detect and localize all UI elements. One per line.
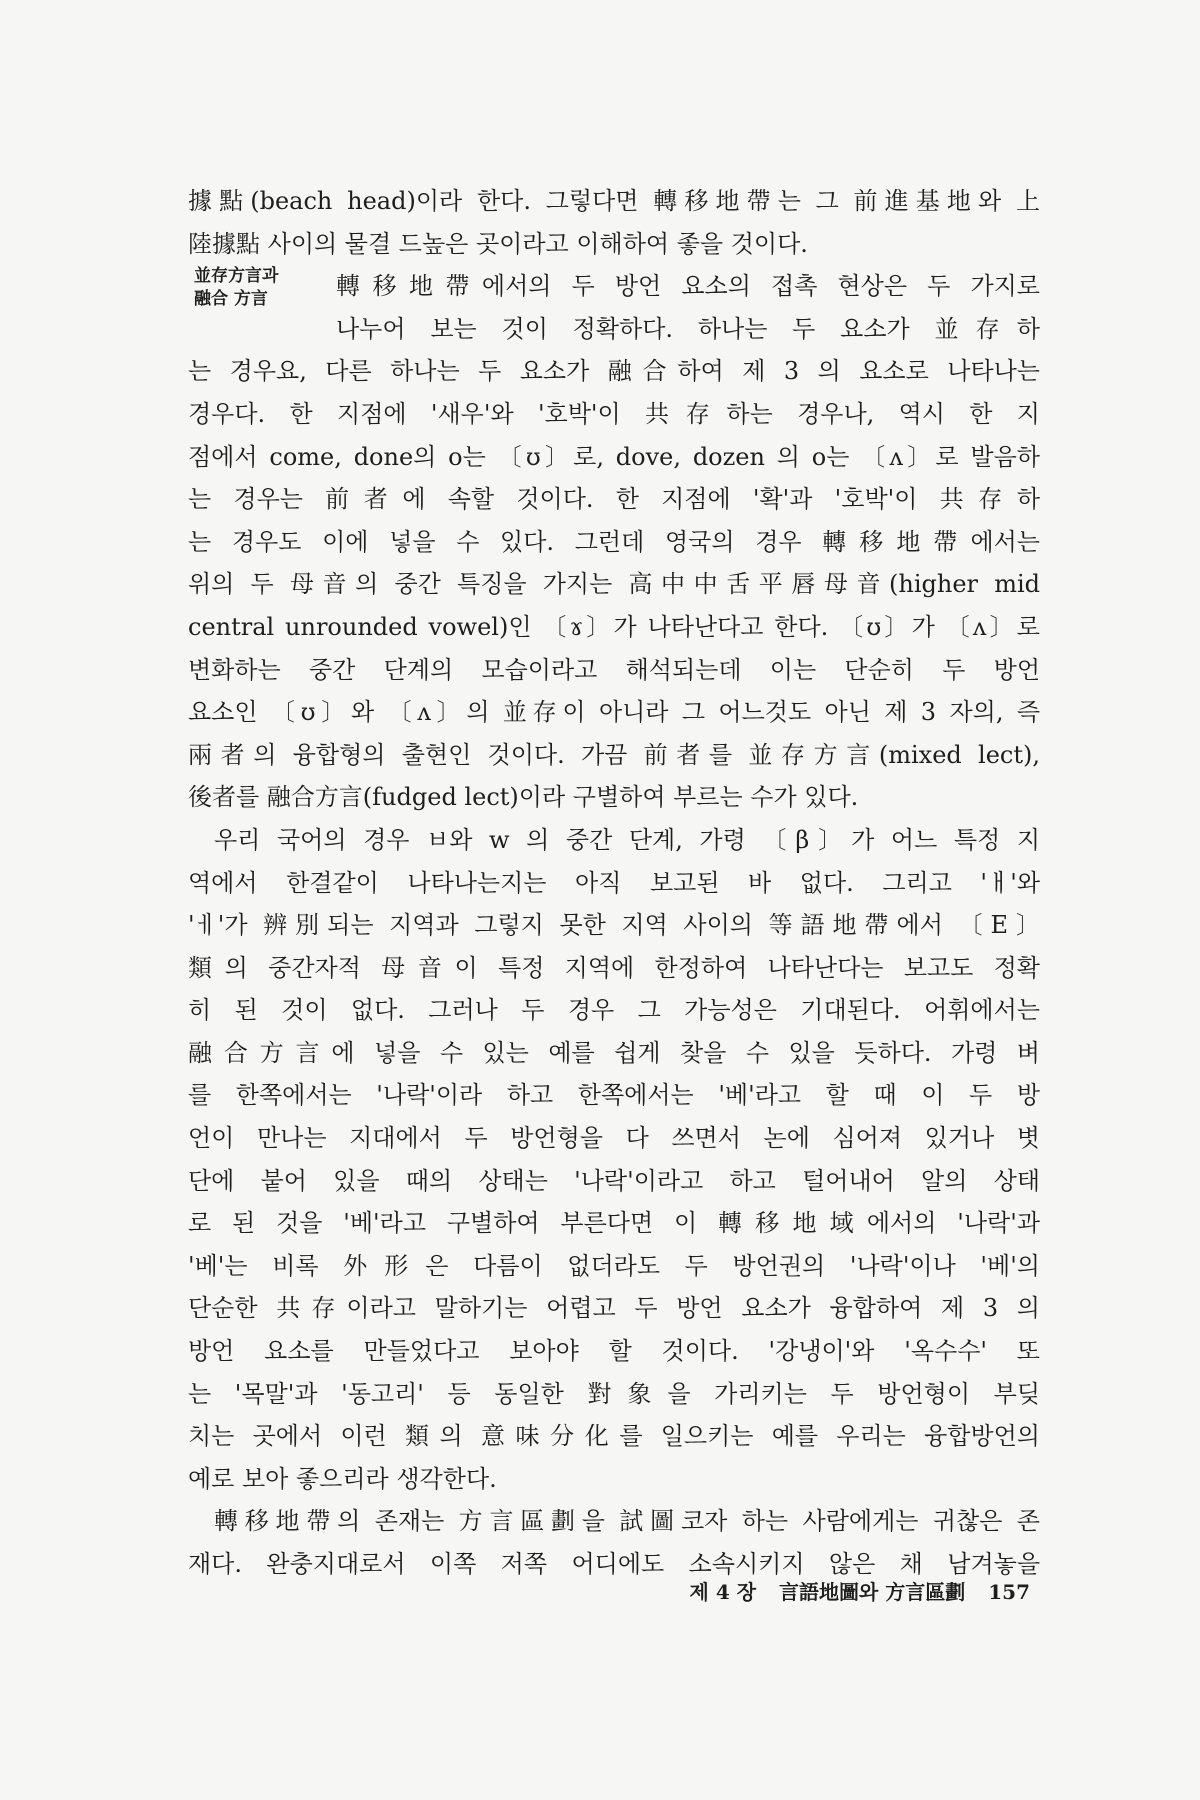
body-text [188, 180, 1040, 1586]
text-line: 경우다. 한 지점에 '새우'와 '호박'이 共存하는 경우나, 역시 한 지 [188, 399, 1040, 428]
text-line: 로 된 것을 '베'라고 구별하여 부른다면 이 轉移地域에서의 '나락'과 [188, 1209, 1040, 1238]
text-line: 兩者의 융합형의 출현인 것이다. 가끔 前者를 並存方言(mixed lect), [188, 740, 1040, 769]
text-line: 轉移地帶에서의 두 방언 요소의 접촉 현상은 두 가지로 [336, 272, 1040, 301]
text-line: 단순한 共存이라고 말하기는 어렵고 두 방언 요소가 융합하여 제 3 의 [188, 1294, 1040, 1323]
text-line: 역에서 한결같이 나타나는지는 아직 보고된 바 없다. 그리고 'ㅐ'와 [188, 868, 1040, 897]
chapter-label: 제 4 장 [689, 1580, 757, 1604]
text-line: 변화하는 중간 단계의 모습이라고 해석되는데 이는 단순히 두 방언 [188, 655, 1040, 684]
text-line: 재다. 완충지대로서 이쪽 저쪽 어디에도 소속시키지 않은 채 남겨놓을 [188, 1550, 1040, 1578]
text-line: 는 경우는 前者에 속할 것이다. 한 지점에 '확'과 '호박'이 共存하 [188, 485, 1040, 514]
text-line: 치는 곳에서 이런 類의 意味分化를 일으키는 예를 우리는 융합방언의 [188, 1422, 1040, 1451]
text-line: 위의 두 母音의 중간 특징을 가지는 高中中舌平唇母音(higher mid [188, 570, 1040, 599]
text-line: 를 한쪽에서는 '나락'이라 하고 한쪽에서는 '베'라고 할 때 이 두 방 [188, 1081, 1040, 1110]
text-line: 언이 만나는 지대에서 두 방언형을 다 쓰면서 논에 심어져 있거나 볏 [188, 1124, 1040, 1153]
text-line: 融合方言에 넣을 수 있는 예를 쉽게 찾을 수 있을 듯하다. 가령 벼 [188, 1038, 1040, 1067]
text-line: 'ㅔ'가 辨別되는 지역과 그렇지 못한 지역 사이의 等語地帶에서 〔E〕 [188, 911, 1040, 940]
text-line: 단에 붙어 있을 때의 상태는 '나락'이라고 하고 털어내어 알의 상태 [188, 1166, 1040, 1195]
text-line: 陸據點 사이의 물결 드높은 곳이라고 이해하여 좋을 것이다. [188, 229, 808, 258]
running-footer [0, 1578, 1030, 1606]
chapter-title: 言語地圖와 方言區劃 [778, 1580, 966, 1604]
text-line: central unrounded vowel)인 〔ɤ〕가 나타난다고 한다. 〔ʊ〕가 〔ʌ〕로 [188, 612, 1040, 641]
text-line: 점에서 come, done의 o는 〔ʊ〕로, dove, dozen 의 o는 〔ʌ〕로 발음하 [188, 442, 1040, 471]
margin-heading-line: 並存方言과 [194, 266, 279, 286]
text-line: 는 경우도 이에 넣을 수 있다. 그런데 영국의 경우 轉移地帶에서는 [188, 527, 1040, 556]
text-line: 는 경우요, 다른 하나는 두 요소가 融合하여 제 3 의 요소로 나타나는 [188, 357, 1040, 386]
margin-heading-line: 融合 方言 [194, 289, 268, 309]
text-line: '베'는 비록 外形은 다름이 없더라도 두 방언권의 '나락'이나 '베'의 [188, 1251, 1040, 1280]
text-line: 據點(beach head)이라 한다. 그렇다면 轉移地帶는 그 前進基地와 上 [188, 187, 1040, 215]
text-line: 後者를 融合方言(fudged lect)이라 구별하여 부르는 수가 있다. [188, 783, 859, 812]
text-line: 요소인 〔ʊ〕와 〔ʌ〕의 並存이 아니라 그 어느것도 아닌 제 3 자의, 즉 [188, 698, 1040, 727]
text-line: 轉移地帶의 존재는 方言區劃을 試圖코자 하는 사람에게는 귀찮은 존 [214, 1507, 1040, 1536]
text-line: 나누어 보는 것이 정확하다. 하나는 두 요소가 並存하 [336, 314, 1040, 343]
text-line: 예로 보아 좋으리라 생각한다. [188, 1464, 497, 1493]
text-line: 우리 국어의 경우 ㅂ와 w 의 중간 단계, 가령 〔β〕가 어느 특정 지 [214, 825, 1040, 854]
text-line: 는 '목말'과 '동고리' 등 동일한 對象을 가리키는 두 방언형이 부딪 [188, 1379, 1040, 1408]
text-line: 방언 요소를 만들었다고 보아야 할 것이다. '강냉이'와 '옥수수' 또 [188, 1337, 1040, 1366]
text-line: 類의 중간자적 母音이 특정 지역에 한정하여 나타난다는 보고도 정확 [188, 953, 1040, 982]
text-line: 히 된 것이 없다. 그러나 두 경우 그 가능성은 기대된다. 어휘에서는 [188, 996, 1040, 1025]
page-number: 157 [988, 1580, 1030, 1604]
